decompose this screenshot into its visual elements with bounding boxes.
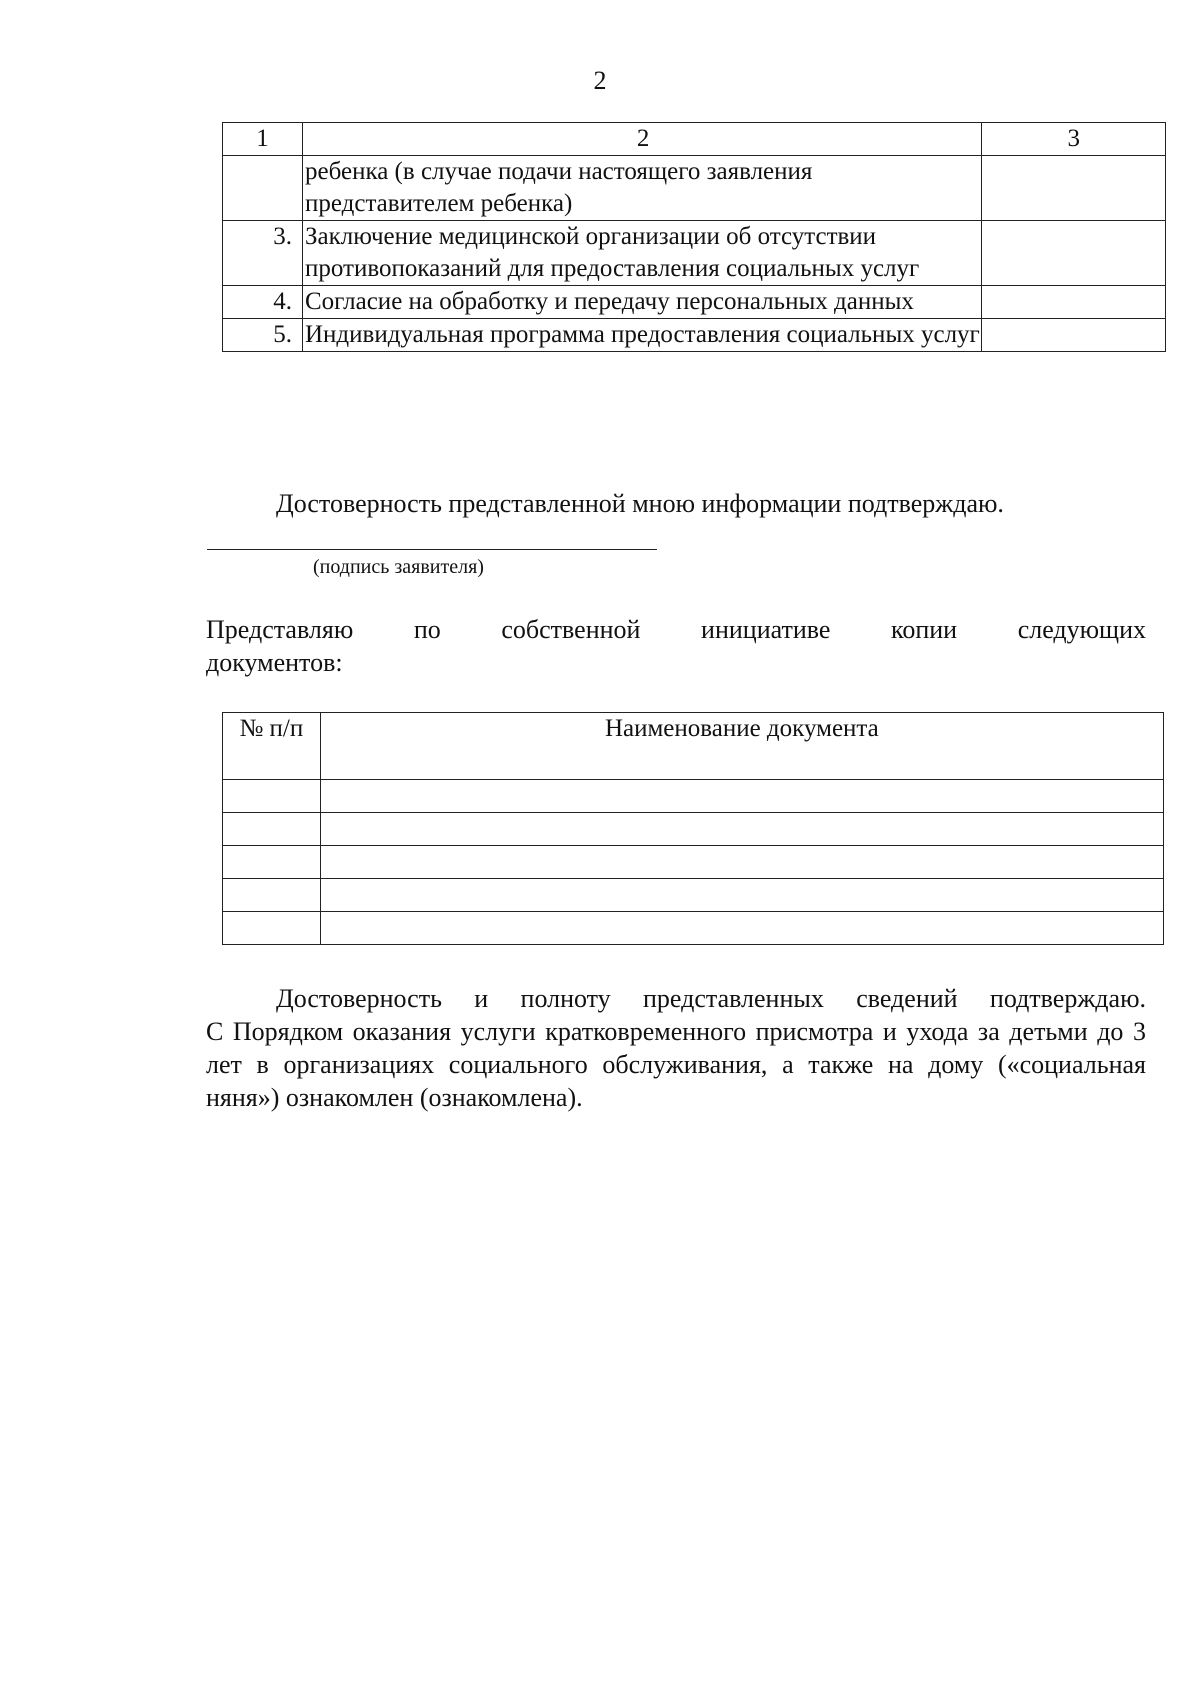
number-cell[interactable]: [223, 780, 321, 813]
document-name-cell[interactable]: [320, 846, 1163, 879]
column-header-number: № п/п: [223, 713, 321, 780]
table-row[interactable]: [223, 912, 1164, 945]
document-name-cell[interactable]: [320, 879, 1163, 912]
document-name-cell[interactable]: [320, 813, 1163, 846]
signature-line[interactable]: [207, 549, 657, 550]
table-row[interactable]: [223, 780, 1164, 813]
number-cell[interactable]: [223, 813, 321, 846]
column-header-document-name: Наименование документа: [320, 713, 1163, 780]
confirmation-statement: Достоверность представленной мною информации подтверждаю.: [276, 489, 1004, 518]
table-row: [223, 221, 1166, 286]
row-mark-cell: [982, 221, 1166, 286]
table-row: [223, 319, 1166, 352]
column-header-2: 2: [302, 123, 981, 156]
final-statement: [206, 982, 1146, 1114]
row-number: 3.: [223, 221, 303, 286]
row-mark-cell: [982, 286, 1166, 319]
row-text: Заключение медицинской организации об отсутствии противопоказаний для предоставления социальных услуг: [302, 221, 981, 286]
column-header-3: 3: [982, 123, 1166, 156]
signature-caption: (подпись заявителя): [313, 556, 484, 578]
page-number: 2: [593, 66, 607, 95]
number-cell[interactable]: [223, 912, 321, 945]
number-cell[interactable]: [223, 846, 321, 879]
table-row[interactable]: [223, 879, 1164, 912]
row-number: 4.: [223, 286, 303, 319]
row-text: ребенка (в случае подачи настоящего заявления представителем ребенка): [302, 156, 981, 221]
copies-table: [222, 712, 1164, 945]
table-row[interactable]: [223, 813, 1164, 846]
document-name-cell[interactable]: [320, 780, 1163, 813]
table-row: [223, 156, 1166, 221]
number-cell[interactable]: [223, 879, 321, 912]
final-statement-line1: Достоверность и полноту представленных сведений подтверждаю.: [276, 984, 1146, 1013]
documents-table: [222, 122, 1166, 352]
row-text: Согласие на обработку и передачу персональных данных: [302, 286, 981, 319]
column-header-1: 1: [223, 123, 303, 156]
table-row: [223, 286, 1166, 319]
table-header-row: [223, 123, 1166, 156]
final-statement-rest: С Порядком оказания услуги кратковременного присмотра и ухода за детьми до 3 лет в организациях социального обслуживания, а также на дому («социальная няня») ознакомлен (ознакомлена).: [206, 1017, 1146, 1112]
row-mark-cell: [982, 156, 1166, 221]
row-number: [223, 156, 303, 221]
row-number: 5.: [223, 319, 303, 352]
table-header-row: [223, 713, 1164, 780]
document-name-cell[interactable]: [320, 912, 1163, 945]
row-mark-cell: [982, 319, 1166, 352]
table-row[interactable]: [223, 846, 1164, 879]
row-text: Индивидуальная программа предоставления социальных услуг: [302, 319, 981, 352]
initiative-statement: Представляю по собственной инициативе копии следующих: [206, 615, 1146, 644]
initiative-statement-cont: документов:: [206, 648, 343, 677]
